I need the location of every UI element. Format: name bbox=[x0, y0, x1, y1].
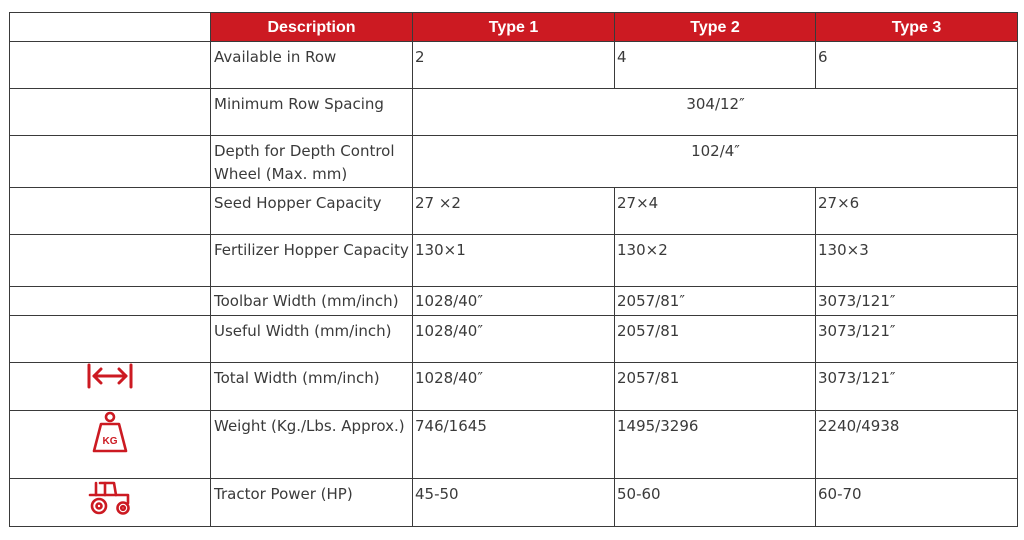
weight-kg-label: KG bbox=[102, 436, 118, 447]
type-2-value: 2057/81″ bbox=[615, 287, 816, 316]
table-row bbox=[10, 287, 1018, 316]
type-2-value: 1495/3296 bbox=[615, 411, 816, 479]
type-3-value: 3073/121″ bbox=[816, 363, 1018, 411]
type-1-value: 27 ×2 bbox=[413, 188, 615, 235]
type-2-value: 4 bbox=[615, 42, 816, 89]
type-3-value: 6 bbox=[816, 42, 1018, 89]
row-label: Depth for Depth Control Wheel (Max. mm) bbox=[211, 136, 413, 188]
type-2-value: 2057/81 bbox=[615, 316, 816, 363]
table-row bbox=[10, 316, 1018, 363]
header-type-2: Type 2 bbox=[615, 13, 816, 42]
type-1-value: 2 bbox=[413, 42, 615, 89]
row-label: Weight (Kg./Lbs. Approx.) bbox=[211, 411, 413, 479]
width-arrows-icon bbox=[86, 363, 134, 389]
icon-cell bbox=[10, 479, 211, 527]
table-row bbox=[10, 42, 1018, 89]
row-label: Toolbar Width (mm/inch) bbox=[211, 287, 413, 316]
icon-cell bbox=[10, 89, 211, 136]
type-3-value: 130×3 bbox=[816, 235, 1018, 287]
table-row bbox=[10, 188, 1018, 235]
tractor-icon bbox=[88, 479, 132, 515]
type-3-value: 3073/121″ bbox=[816, 287, 1018, 316]
specification-table bbox=[9, 12, 1018, 527]
icon-cell bbox=[10, 136, 211, 188]
table-row bbox=[10, 89, 1018, 136]
type-2-value: 27×4 bbox=[615, 188, 816, 235]
type-3-value: 2240/4938 bbox=[816, 411, 1018, 479]
row-label: Total Width (mm/inch) bbox=[211, 363, 413, 411]
type-1-value: 45-50 bbox=[413, 479, 615, 527]
table-row bbox=[10, 411, 1018, 479]
header-blank-cell bbox=[10, 13, 211, 42]
weight-kg-icon bbox=[90, 411, 130, 455]
row-label: Tractor Power (HP) bbox=[211, 479, 413, 527]
type-1-value: 1028/40″ bbox=[413, 363, 615, 411]
icon-cell bbox=[10, 287, 211, 316]
row-label: Useful Width (mm/inch) bbox=[211, 316, 413, 363]
merged-value: 102/4″ bbox=[413, 136, 1018, 188]
table-row bbox=[10, 363, 1018, 411]
icon-cell bbox=[10, 42, 211, 89]
merged-value: 304/12″ bbox=[413, 89, 1018, 136]
row-label: Available in Row bbox=[211, 42, 413, 89]
icon-cell bbox=[10, 188, 211, 235]
header-description: Description bbox=[211, 13, 413, 42]
type-1-value: 746/1645 bbox=[413, 411, 615, 479]
row-label: Seed Hopper Capacity bbox=[211, 188, 413, 235]
type-2-value: 2057/81 bbox=[615, 363, 816, 411]
header-type-1: Type 1 bbox=[413, 13, 615, 42]
table-row bbox=[10, 479, 1018, 527]
row-label: Fertilizer Hopper Capacity bbox=[211, 235, 413, 287]
icon-cell bbox=[10, 316, 211, 363]
row-label: Minimum Row Spacing bbox=[211, 89, 413, 136]
type-3-value: 60-70 bbox=[816, 479, 1018, 527]
table-row bbox=[10, 235, 1018, 287]
icon-cell bbox=[10, 363, 211, 411]
table-row bbox=[10, 136, 1018, 188]
type-1-value: 1028/40″ bbox=[413, 316, 615, 363]
type-2-value: 50-60 bbox=[615, 479, 816, 527]
icon-cell bbox=[10, 411, 211, 479]
header-row bbox=[10, 13, 1018, 42]
type-1-value: 130×1 bbox=[413, 235, 615, 287]
type-2-value: 130×2 bbox=[615, 235, 816, 287]
type-1-value: 1028/40″ bbox=[413, 287, 615, 316]
type-3-value: 3073/121″ bbox=[816, 316, 1018, 363]
header-type-3: Type 3 bbox=[816, 13, 1018, 42]
icon-cell bbox=[10, 235, 211, 287]
type-3-value: 27×6 bbox=[816, 188, 1018, 235]
